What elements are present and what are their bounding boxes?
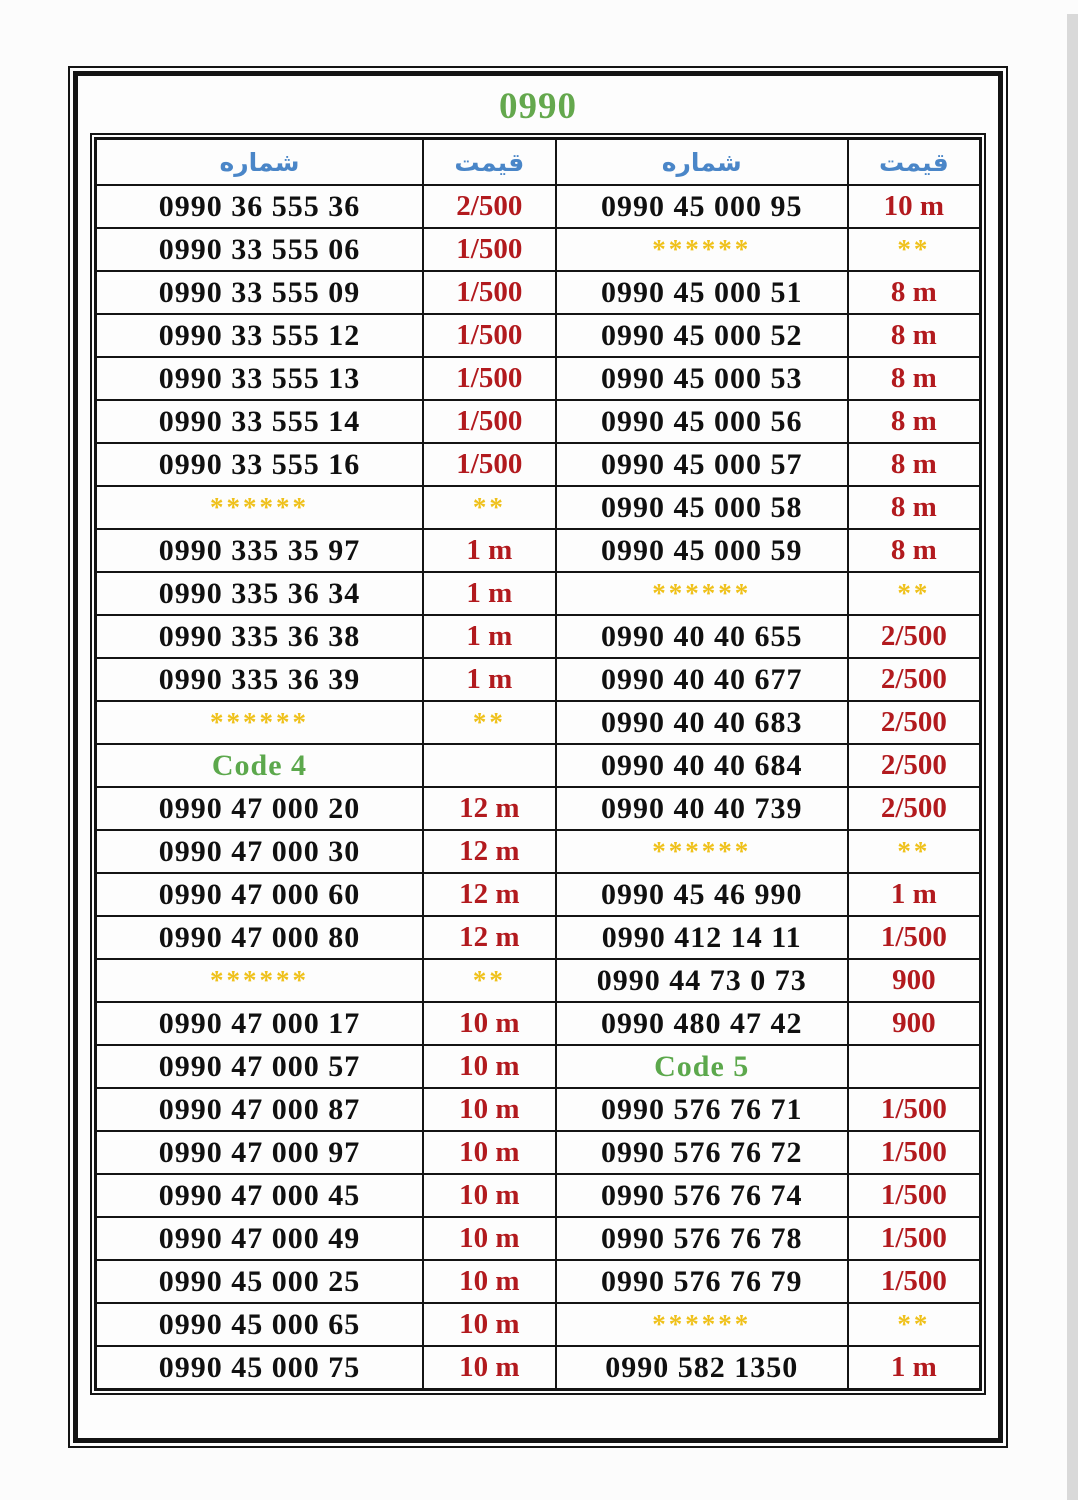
phone-number-cell: 0990 335 36 38 — [96, 615, 423, 658]
phone-number-cell: 0990 40 40 655 — [556, 615, 848, 658]
price-cell: 1/500 — [423, 228, 556, 271]
price-cell: 8 m — [848, 314, 981, 357]
phone-number-cell: 0990 33 555 13 — [96, 357, 423, 400]
phone-number-cell: 0990 47 000 30 — [96, 830, 423, 873]
price-cell: 2/500 — [848, 658, 981, 701]
price-cell: 12 m — [423, 916, 556, 959]
page-frame — [68, 66, 1008, 1448]
phone-number-cell: 0990 45 000 95 — [556, 185, 848, 228]
phone-number-cell: 0990 45 000 52 — [556, 314, 848, 357]
masked-cell: ****** — [96, 959, 423, 1002]
masked-cell: ****** — [556, 830, 848, 873]
price-cell: 8 m — [848, 486, 981, 529]
phone-number-cell: 0990 45 000 25 — [96, 1260, 423, 1303]
phone-number-cell: 0990 45 000 53 — [556, 357, 848, 400]
masked-cell: ****** — [556, 1303, 848, 1346]
price-cell: 10 m — [848, 185, 981, 228]
phone-number-cell: 0990 576 76 78 — [556, 1217, 848, 1260]
price-cell: 8 m — [848, 400, 981, 443]
price-cell: 1/500 — [423, 357, 556, 400]
phone-number-cell: 0990 47 000 49 — [96, 1217, 423, 1260]
table-row — [96, 228, 981, 271]
price-table — [94, 137, 982, 1391]
price-cell: 1 m — [848, 1346, 981, 1390]
table-row — [96, 1346, 981, 1390]
phone-number-cell: 0990 40 40 683 — [556, 701, 848, 744]
phone-number-cell: 0990 45 000 75 — [96, 1346, 423, 1390]
table-row — [96, 1303, 981, 1346]
phone-number-cell: 0990 45 000 56 — [556, 400, 848, 443]
phone-number-cell: 0990 45 000 51 — [556, 271, 848, 314]
table-row — [96, 314, 981, 357]
table-row — [96, 658, 981, 701]
table-row — [96, 1088, 981, 1131]
price-cell: 900 — [848, 1002, 981, 1045]
price-cell: 2/500 — [423, 185, 556, 228]
masked-cell: ** — [423, 486, 556, 529]
price-cell: 2/500 — [848, 787, 981, 830]
phone-number-cell: 0990 576 76 74 — [556, 1174, 848, 1217]
price-cell: 12 m — [423, 787, 556, 830]
price-cell: 1/500 — [848, 1131, 981, 1174]
table-row — [96, 185, 981, 228]
price-cell: 2/500 — [848, 701, 981, 744]
table-row — [96, 1045, 981, 1088]
masked-cell: ** — [848, 1303, 981, 1346]
phone-number-cell: 0990 576 76 79 — [556, 1260, 848, 1303]
phone-number-cell: 0990 335 35 97 — [96, 529, 423, 572]
price-cell: 1/500 — [848, 1217, 981, 1260]
price-cell: 10 m — [423, 1088, 556, 1131]
price-cell: 1/500 — [848, 916, 981, 959]
price-cell: 8 m — [848, 529, 981, 572]
table-row — [96, 873, 981, 916]
phone-number-cell: 0990 47 000 17 — [96, 1002, 423, 1045]
table-row — [96, 271, 981, 314]
table-row — [96, 916, 981, 959]
table-row — [96, 744, 981, 787]
column-header-number-right: شماره — [556, 139, 848, 186]
phone-number-cell: 0990 44 73 0 73 — [556, 959, 848, 1002]
phone-number-cell: 0990 412 14 11 — [556, 916, 848, 959]
masked-cell: ****** — [556, 228, 848, 271]
phone-number-cell: 0990 33 555 06 — [96, 228, 423, 271]
phone-number-cell: 0990 45 000 57 — [556, 443, 848, 486]
price-cell: 10 m — [423, 1217, 556, 1260]
phone-number-cell: 0990 45 46 990 — [556, 873, 848, 916]
price-cell: 1 m — [423, 615, 556, 658]
phone-number-cell: 0990 47 000 80 — [96, 916, 423, 959]
price-cell: 1/500 — [848, 1174, 981, 1217]
price-cell: 10 m — [423, 1346, 556, 1390]
masked-cell: ** — [848, 228, 981, 271]
price-cell: 1 m — [423, 658, 556, 701]
price-cell: 1/500 — [423, 314, 556, 357]
price-cell: 8 m — [848, 357, 981, 400]
column-header-price-left: قیمت — [423, 139, 556, 186]
phone-number-cell: 0990 47 000 87 — [96, 1088, 423, 1131]
price-cell: 10 m — [423, 1002, 556, 1045]
price-cell: 1/500 — [423, 271, 556, 314]
price-cell: 12 m — [423, 873, 556, 916]
phone-number-cell: 0990 40 40 677 — [556, 658, 848, 701]
phone-number-cell: 0990 47 000 45 — [96, 1174, 423, 1217]
column-header-price-right: قیمت — [848, 139, 981, 186]
price-cell: 1 m — [848, 873, 981, 916]
price-cell: 900 — [848, 959, 981, 1002]
price-cell: 8 m — [848, 271, 981, 314]
table-row — [96, 701, 981, 744]
price-cell: 1/500 — [848, 1260, 981, 1303]
price-cell: 1 m — [423, 529, 556, 572]
column-header-number-left: شماره — [96, 139, 423, 186]
phone-number-cell: 0990 47 000 60 — [96, 873, 423, 916]
phone-number-cell: 0990 335 36 39 — [96, 658, 423, 701]
table-row — [96, 529, 981, 572]
price-cell: 10 m — [423, 1045, 556, 1088]
phone-number-cell: 0990 33 555 09 — [96, 271, 423, 314]
phone-number-cell: 0990 33 555 16 — [96, 443, 423, 486]
masked-cell: ** — [848, 572, 981, 615]
phone-number-cell: 0990 33 555 12 — [96, 314, 423, 357]
table-row — [96, 959, 981, 1002]
price-cell: 2/500 — [848, 744, 981, 787]
table-row — [96, 1174, 981, 1217]
price-cell: 2/500 — [848, 615, 981, 658]
masked-cell: ** — [848, 830, 981, 873]
table-row — [96, 400, 981, 443]
photo-edge-strip — [1067, 14, 1078, 1500]
table-row — [96, 1217, 981, 1260]
phone-number-cell: 0990 36 555 36 — [96, 185, 423, 228]
phone-number-cell: 0990 47 000 97 — [96, 1131, 423, 1174]
table-row — [96, 615, 981, 658]
page-frame-inner — [73, 71, 1003, 1443]
masked-cell: ****** — [96, 701, 423, 744]
price-cell: 10 m — [423, 1260, 556, 1303]
table-row — [96, 830, 981, 873]
phone-number-cell: 0990 40 40 684 — [556, 744, 848, 787]
price-cell: 1/500 — [848, 1088, 981, 1131]
phone-number-cell: 0990 40 40 739 — [556, 787, 848, 830]
table-row — [96, 1131, 981, 1174]
table-body — [96, 185, 981, 1390]
phone-number-cell: 0990 45 000 58 — [556, 486, 848, 529]
table-row — [96, 572, 981, 615]
section-label: Code 5 — [556, 1045, 848, 1088]
phone-number-cell: 0990 576 76 71 — [556, 1088, 848, 1131]
price-cell: 10 m — [423, 1303, 556, 1346]
empty-cell — [423, 744, 556, 787]
price-cell: 12 m — [423, 830, 556, 873]
table-row — [96, 1260, 981, 1303]
masked-cell: ** — [423, 959, 556, 1002]
masked-cell: ** — [423, 701, 556, 744]
phone-number-cell: 0990 582 1350 — [556, 1346, 848, 1390]
price-cell: 10 m — [423, 1174, 556, 1217]
page-title: 0990 — [499, 86, 577, 127]
header-row — [96, 139, 981, 186]
phone-number-cell: 0990 480 47 42 — [556, 1002, 848, 1045]
masked-cell: ****** — [96, 486, 423, 529]
phone-number-cell: 0990 335 36 34 — [96, 572, 423, 615]
masked-cell: ****** — [556, 572, 848, 615]
price-cell: 1/500 — [423, 443, 556, 486]
section-label: Code 4 — [96, 744, 423, 787]
price-cell: 1 m — [423, 572, 556, 615]
table-row — [96, 787, 981, 830]
price-cell: 8 m — [848, 443, 981, 486]
phone-number-cell: 0990 45 000 59 — [556, 529, 848, 572]
empty-cell — [848, 1045, 981, 1088]
phone-number-cell: 0990 576 76 72 — [556, 1131, 848, 1174]
table-border-wrap — [90, 133, 986, 1395]
table-row — [96, 443, 981, 486]
table-row — [96, 357, 981, 400]
phone-number-cell: 0990 47 000 57 — [96, 1045, 423, 1088]
phone-number-cell: 0990 33 555 14 — [96, 400, 423, 443]
table-row — [96, 486, 981, 529]
price-cell: 1/500 — [423, 400, 556, 443]
price-cell: 10 m — [423, 1131, 556, 1174]
table-row — [96, 1002, 981, 1045]
phone-number-cell: 0990 47 000 20 — [96, 787, 423, 830]
phone-number-cell: 0990 45 000 65 — [96, 1303, 423, 1346]
